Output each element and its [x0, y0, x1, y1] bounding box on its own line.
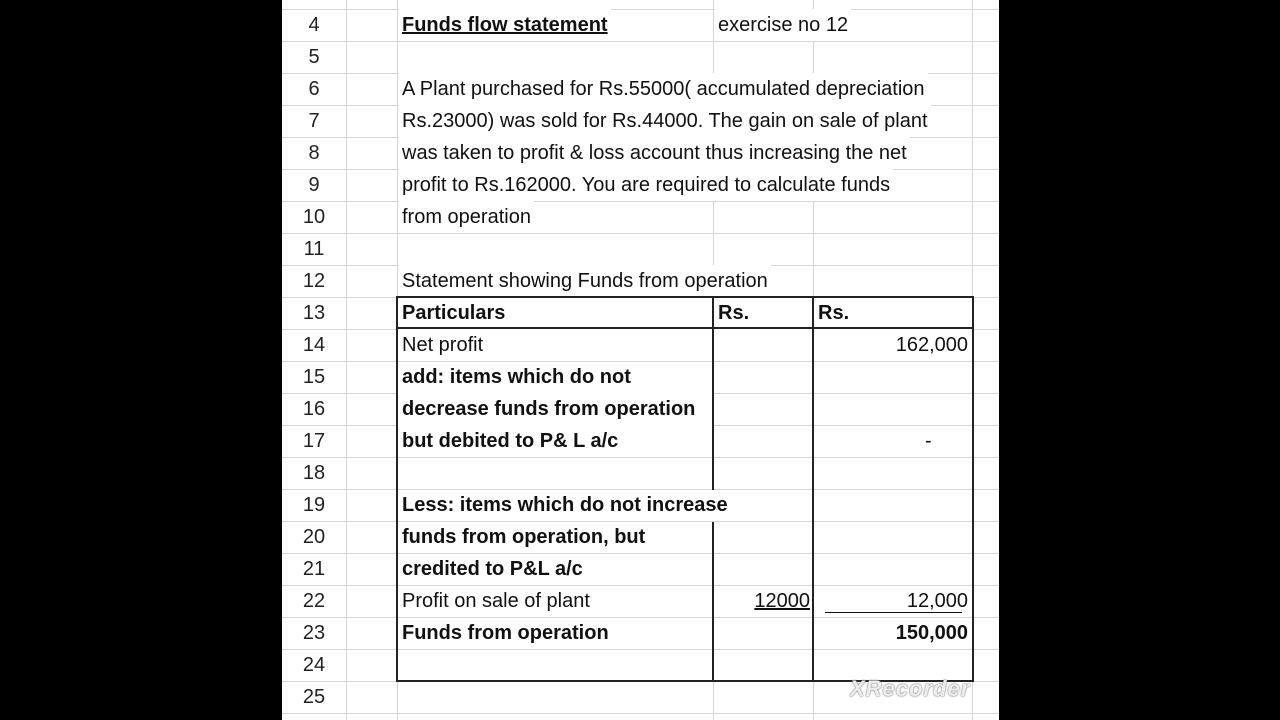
row-number[interactable]: 18	[302, 462, 326, 484]
row-number[interactable]: 24	[302, 654, 326, 676]
less-line[interactable]: Less: items which do not increase	[402, 494, 728, 516]
funds-label[interactable]: Funds from operation	[402, 622, 609, 644]
row-number[interactable]: 10	[302, 206, 326, 228]
row-number[interactable]: 12	[302, 270, 326, 292]
row-number[interactable]: 4	[308, 14, 320, 36]
row-number[interactable]: 20	[302, 526, 326, 548]
net-profit-label[interactable]: Net profit	[402, 334, 484, 356]
add-total[interactable]: -	[925, 430, 932, 452]
table-border	[712, 296, 714, 490]
table-border	[712, 522, 714, 682]
row-number[interactable]: 16	[302, 398, 326, 420]
header-particulars[interactable]: Particulars	[402, 302, 506, 324]
row-number[interactable]: 5	[308, 46, 320, 68]
grid-line	[346, 0, 347, 720]
profit-sale-rs[interactable]: 12000	[754, 590, 810, 612]
header-rs-total[interactable]: Rs.	[818, 302, 850, 324]
grid-line	[398, 457, 973, 458]
xrecorder-watermark: XRecorder	[850, 676, 971, 701]
row-number[interactable]: 15	[302, 366, 326, 388]
row-number[interactable]: 22	[302, 590, 326, 612]
row-number[interactable]: 11	[303, 238, 325, 260]
row-number[interactable]: 14	[302, 334, 326, 356]
problem-line[interactable]: from operation	[399, 201, 534, 233]
row-number[interactable]: 9	[308, 174, 320, 196]
grid-line	[282, 9, 999, 10]
row-number[interactable]: 13	[302, 302, 326, 324]
sheet-title[interactable]: Funds flow statement	[399, 9, 611, 41]
add-line[interactable]: decrease funds from operation	[402, 398, 696, 420]
row-number[interactable]: 17	[302, 430, 326, 452]
problem-line[interactable]: profit to Rs.162000. You are required to calculate funds	[399, 169, 893, 201]
header-rs[interactable]: Rs.	[718, 302, 750, 324]
add-line[interactable]: but debited to P& L a/c	[402, 430, 619, 452]
table-border	[972, 296, 974, 682]
table-border	[396, 296, 398, 682]
less-line[interactable]: funds from operation, but	[402, 526, 646, 548]
row-number[interactable]: 25	[302, 686, 326, 708]
table-border	[812, 296, 814, 682]
grid-line	[398, 649, 973, 650]
problem-line[interactable]: Rs.23000) was sold for Rs.44000. The gain on sale of plant	[399, 105, 931, 137]
subtotal-underline	[825, 612, 962, 613]
funds-value[interactable]: 150,000	[895, 622, 968, 644]
problem-line[interactable]: A Plant purchased for Rs.55000( accumulated depreciation	[399, 73, 928, 105]
row-number[interactable]: 8	[308, 142, 320, 164]
row-number[interactable]: 6	[308, 78, 320, 100]
add-line[interactable]: add: items which do not	[402, 366, 631, 388]
statement-title[interactable]: Statement showing Funds from operation	[399, 265, 771, 297]
less-line[interactable]: credited to P&L a/c	[402, 558, 583, 580]
row-number[interactable]: 19	[302, 494, 326, 516]
grid-line	[282, 41, 999, 42]
exercise-label[interactable]: exercise no 12	[715, 9, 851, 41]
row-number[interactable]: 7	[308, 110, 320, 132]
row-number[interactable]: 23	[302, 622, 326, 644]
grid-line	[282, 713, 999, 714]
row-number[interactable]: 21	[302, 558, 326, 580]
grid-line	[713, 393, 973, 394]
profit-sale-total[interactable]: 12,000	[906, 590, 968, 612]
problem-line[interactable]: was taken to profit & loss account thus increasing the net	[399, 137, 910, 169]
net-profit-value[interactable]: 162,000	[895, 334, 968, 356]
grid-line	[282, 201, 999, 202]
grid-line	[282, 233, 999, 234]
spreadsheet-grid	[282, 0, 999, 720]
profit-sale-label[interactable]: Profit on sale of plant	[402, 590, 590, 612]
